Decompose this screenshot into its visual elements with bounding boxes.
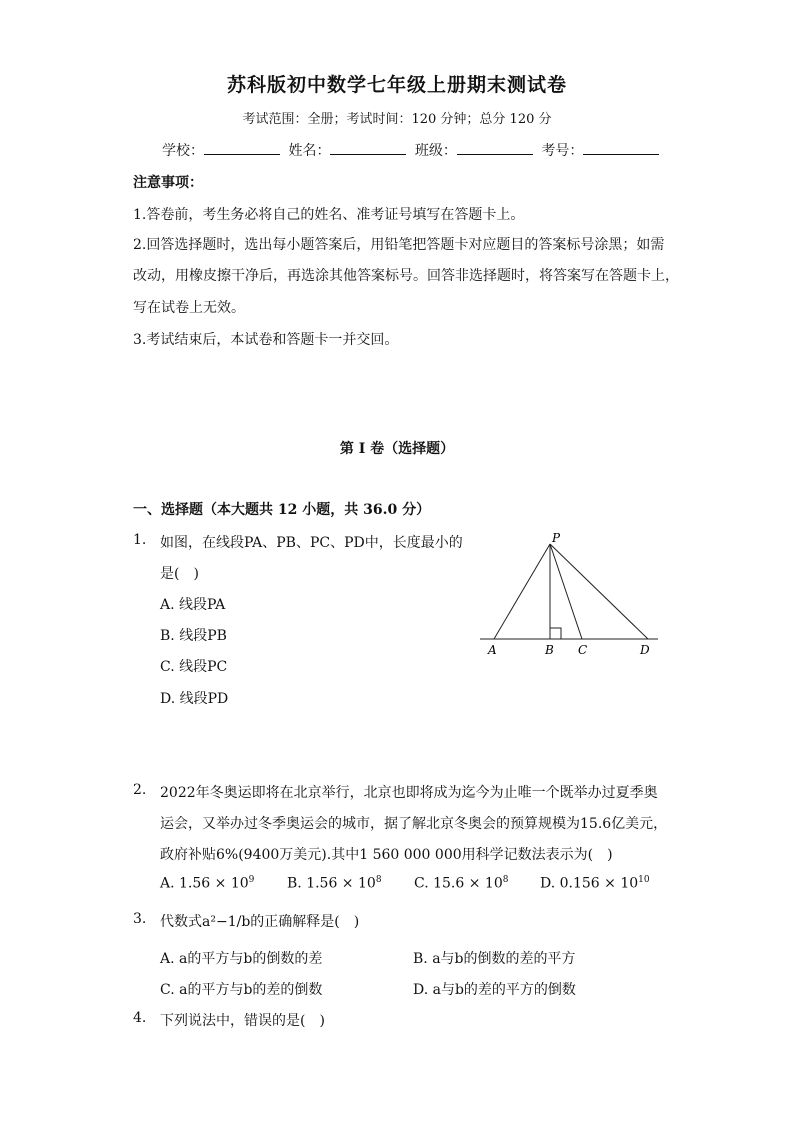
school-field[interactable]: [204, 142, 280, 155]
label-p: P: [552, 531, 561, 545]
label-b: B: [545, 643, 554, 657]
segment-pd: [550, 544, 648, 639]
option-a[interactable]: [160, 875, 254, 892]
right-angle-mark: [550, 628, 561, 639]
name-label: 姓名：: [288, 143, 331, 159]
notice-item: 1.答卷前，考生务必将自己的姓名、准考证号填写在答题卡上。: [133, 207, 525, 223]
class-label: 班级：: [414, 143, 457, 159]
option-a[interactable]: A. a的平方与b的倒数的差: [160, 951, 323, 967]
page-title: 苏科版初中数学七年级上册期末测试卷: [226, 74, 567, 96]
question-text: 如图，在线段PA、PB、PC、PD中，长度最小的: [160, 535, 463, 551]
exponent: 8: [375, 875, 382, 885]
id-field[interactable]: [583, 142, 659, 155]
option-text: B. 1.56 × 10: [287, 875, 376, 892]
option-text: A. 1.56 × 10: [160, 875, 249, 892]
notice-heading: 注意事项：: [133, 175, 203, 191]
option-d[interactable]: D. 线段PD: [160, 691, 229, 707]
question-text: 下列说法中，错误的是( ): [160, 1013, 325, 1029]
part-heading: 一、选择题（本大题共 12 小题，共 36.0 分）: [133, 502, 431, 518]
option-b[interactable]: B. a与b的倒数的差的平方: [413, 951, 576, 967]
question-number: 1.: [133, 532, 147, 548]
question-text: 运会，又举办过冬季奥运会的城市，据了解北京冬奥会的预算规模为15.6亿美元，: [160, 816, 668, 832]
option-d[interactable]: [540, 875, 650, 892]
question-text: 2022年冬奥运即将在北京举行，北京也即将成为迄今为止唯一个既举办过夏季奥: [160, 785, 658, 801]
question-text: 政府补贴6%(9400万美元).其中1 560 000 000用科学记数法表示为( ): [160, 847, 613, 863]
option-text: D. 0.156 × 10: [540, 875, 639, 892]
option-c[interactable]: [414, 875, 508, 892]
notice-item: 改动，用橡皮擦干净后，再选涂其他答案标号。回答非选择题时，将答案写在答题卡上，: [133, 268, 679, 284]
option-b[interactable]: [287, 875, 382, 892]
section-title: 第 I 卷（选择题）: [339, 441, 455, 457]
name-field[interactable]: [330, 142, 406, 155]
label-d: D: [640, 643, 650, 657]
exam-subtitle: 考试范围：全册；考试时间：120 分钟；总分 120 分: [242, 112, 552, 127]
question-text: 代数式a²−1/b的正确解释是( ): [160, 914, 360, 930]
option-text: C. 15.6 × 10: [414, 875, 503, 892]
notice-item: 写在试卷上无效。: [133, 300, 245, 316]
question-number: 4.: [133, 1010, 147, 1026]
option-c[interactable]: C. 线段PC: [160, 659, 228, 675]
label-a: A: [488, 643, 497, 657]
notice-item: 2.回答选择题时，选出每小题答案后，用铅笔把答题卡对应题目的答案标号涂黑；如需: [133, 237, 665, 253]
option-b[interactable]: B. 线段PB: [160, 628, 227, 644]
option-d[interactable]: D. a与b的差的平方的倒数: [413, 982, 576, 998]
question-number: 2.: [133, 782, 147, 798]
notice-item: 3.考试结束后，本试卷和答题卡一并交回。: [133, 332, 399, 348]
option-c[interactable]: C. a的平方与b的差的倒数: [160, 982, 323, 998]
question-text: 是( ): [160, 566, 199, 582]
segment-pa: [494, 544, 550, 639]
exponent: 9: [248, 875, 255, 885]
exponent: 10: [638, 875, 650, 885]
exponent: 8: [502, 875, 509, 885]
info-line: [162, 140, 663, 160]
label-c: C: [578, 643, 588, 657]
question-number: 3.: [133, 911, 147, 927]
option-a[interactable]: A. 线段PA: [160, 597, 226, 613]
school-label: 学校：: [162, 143, 204, 159]
id-label: 考号：: [541, 143, 584, 159]
class-field[interactable]: [457, 142, 533, 155]
geometry-figure: [478, 528, 664, 660]
segment-pc: [550, 544, 582, 639]
